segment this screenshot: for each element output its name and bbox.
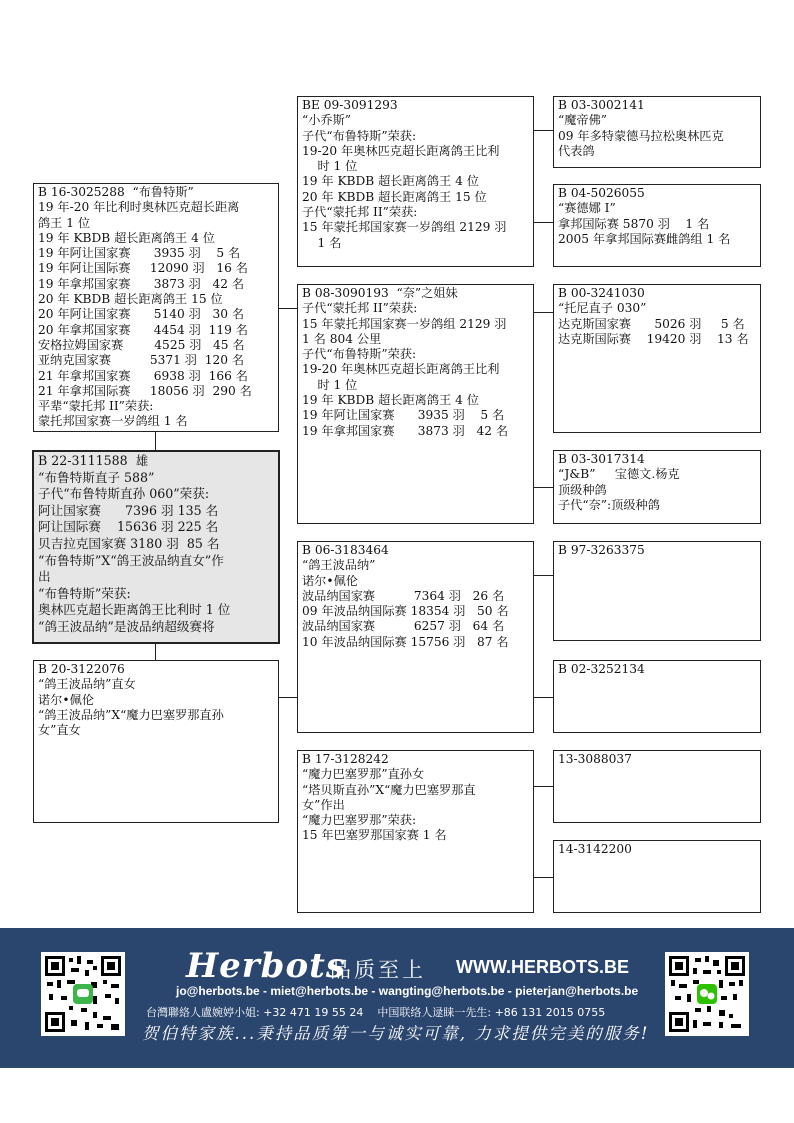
pedigree-line: 鸽王 1 位	[38, 215, 91, 230]
ssd-box	[553, 184, 761, 267]
ddd-box	[553, 840, 761, 913]
pedigree-line: 亚纳克国家赛 5371 羽 120 名	[38, 353, 245, 368]
pedigree-line: 时 1 位	[302, 377, 358, 392]
wechat-qr-code[interactable]	[665, 952, 749, 1036]
dam-sire-box	[297, 541, 534, 733]
pedigree-line: 13-3088037	[558, 752, 632, 766]
dss-lines	[558, 543, 756, 558]
pedigree-line: 20 年拿邦国家赛 4454 羽 119 名	[38, 322, 248, 337]
pedigree-line: B 08-3090193 “奈”之姐妹	[302, 286, 458, 300]
pedigree-line: “布鲁特斯直子 588”	[38, 469, 155, 485]
pedigree-line: 子代“布鲁特斯”荣获:	[302, 347, 417, 362]
dam-box	[33, 660, 279, 823]
pedigree-line: 1 名	[302, 235, 342, 250]
pedigree-line: B 06-3183464	[302, 543, 389, 557]
pedigree-line: 2005 年拿邦国际赛雌鸽组 1 名	[558, 231, 731, 246]
pedigree-line: “托尼直子 030”	[558, 301, 647, 316]
pedigree-line: “布鲁特斯”X“鸽王波品纳直女”作	[38, 552, 224, 568]
pedigree-line: 14-3142200	[558, 842, 632, 856]
pedigree-line: 达克斯国家赛 5026 羽 5 名	[558, 316, 745, 331]
pedigree-line: 女”作出	[302, 797, 345, 812]
pedigree-line: 20 年 KBDB 超长距离鸽王 15 位	[38, 292, 223, 307]
connector	[534, 697, 553, 698]
dam-sire-lines	[302, 543, 529, 650]
dss-box	[553, 541, 761, 641]
pedigree-line: 20 年阿让国家赛 5140 羽 30 名	[38, 307, 245, 322]
brand-slogan: 品质至上	[330, 958, 426, 982]
pedigree-line: 子代“蒙托邦 II”荣获:	[302, 301, 418, 316]
pedigree-line: 女”直女	[38, 723, 81, 738]
sire-box	[33, 183, 279, 432]
connector	[534, 786, 553, 787]
pedigree-line: “鸽王波品纳”直女	[38, 677, 136, 692]
pedigree-line: B 16-3025288 “布鲁特斯”	[38, 185, 194, 199]
sire-dam-lines	[302, 286, 529, 439]
pedigree-line: 21 年拿邦国家赛 6938 羽 166 名	[38, 368, 248, 383]
pedigree-line: 20 年 KBDB 超长距离鸽王 15 位	[302, 189, 487, 204]
pedigree-line: “小乔斯”	[302, 113, 352, 128]
pedigree-line: “塔贝斯直孙”X“魔力巴塞罗那直	[302, 782, 476, 797]
dam-dam-lines	[302, 752, 529, 844]
ddd-lines	[558, 842, 756, 857]
pedigree-line: 平辈“蒙托邦 II”荣获:	[38, 399, 154, 414]
pedigree-line: 拿邦国际赛 5870 羽 1 名	[558, 216, 710, 231]
sss-lines	[558, 98, 756, 159]
contact-taiwan: 台灣聯絡人盧婉婷小姐: +32 471 19 55 24	[146, 1006, 364, 1019]
pedigree-line: 子代“蒙托邦 II”荣获:	[302, 205, 418, 220]
connector	[155, 644, 156, 660]
pedigree-line: B 04-5026055	[558, 186, 645, 200]
sire-sire-box	[297, 96, 534, 267]
connector	[279, 697, 297, 698]
pedigree-line: 子代“奈”:顶级种鸽	[558, 497, 660, 512]
pedigree-line: 贝吉拉克国家赛 3180 羽 85 名	[38, 535, 220, 551]
dam-dam-box	[297, 750, 534, 913]
dsd-lines	[558, 662, 756, 677]
pedigree-line: 子代“布鲁特斯直孙 060”荣获:	[38, 486, 210, 502]
pedigree-line: “魔力巴塞罗那”荣获:	[302, 813, 417, 828]
pedigree-line: “布鲁特斯”荣获:	[38, 585, 131, 601]
pedigree-line: 阿让国际赛 15636 羽 225 名	[38, 519, 219, 535]
connector	[534, 575, 553, 576]
subject-box	[32, 450, 280, 644]
connector	[534, 312, 553, 313]
sire-lines	[38, 185, 274, 430]
pedigree-line: 代表鸽	[558, 143, 595, 158]
sds-lines	[558, 286, 756, 347]
pedigree-line: BE 09-3091293	[302, 98, 398, 112]
pedigree-line: B 17-3128242	[302, 752, 389, 766]
pedigree-line: B 22-3111588 雄	[38, 453, 149, 468]
pedigree-line: 15 年蒙托邦国家赛一岁鸽组 2129 羽	[302, 220, 507, 235]
sire-dam-box	[297, 284, 534, 524]
pedigree-line: 09 年波品纳国际赛 18354 羽 50 名	[302, 604, 509, 619]
pedigree-line: 诺尔•佩伦	[38, 692, 94, 707]
pedigree-line: B 02-3252134	[558, 662, 645, 676]
pedigree-line: “鸽王波品纳”X“魔力巴塞罗那直孙	[38, 707, 224, 722]
pedigree-line: B 03-3002141	[558, 98, 645, 112]
dsd-box	[553, 660, 761, 733]
company-motto: 贺伯特家族...秉持品质第一与诚实可靠, 力求提供完美的服务!	[142, 1024, 650, 1043]
pedigree-line: 15 年蒙托邦国家赛一岁鸽组 2129 羽	[302, 316, 507, 331]
sire-sire-lines	[302, 98, 529, 251]
pedigree-line: 顶级种鸽	[558, 482, 607, 497]
pedigree-line: 奥林匹克超长距离鸽王比利时 1 位	[38, 602, 231, 618]
pedigree-line: 19 年 KBDB 超长距离鸽王 4 位	[38, 230, 215, 245]
pedigree-line: 19 年-20 年比利时奥林匹克超长距离	[38, 200, 240, 215]
contact-china: 中国联络人逯睐一先生: +86 131 2015 0755	[377, 1006, 606, 1019]
pedigree-line: 19 年拿邦国家赛 3873 羽 42 名	[38, 276, 245, 291]
pedigree-line: 时 1 位	[302, 159, 358, 174]
subject-lines	[38, 453, 274, 636]
connector	[534, 877, 553, 878]
pedigree-line: “鸽王波品纳”	[302, 558, 376, 573]
brand-logo: Herbots	[186, 946, 346, 986]
pedigree-line: 19 年 KBDB 超长距离鸽王 4 位	[302, 174, 479, 189]
pedigree-line: 19 年阿让国家赛 3935 羽 5 名	[302, 408, 505, 423]
pedigree-line: 19-20 年奥林匹克超长距离鸽王比利	[302, 143, 500, 158]
pedigree-line: 15 年巴塞罗那国家赛 1 名	[302, 828, 447, 843]
pedigree-line: “魔力巴塞罗那”直孙女	[302, 767, 425, 782]
sdd-lines	[558, 452, 756, 513]
footer-banner	[0, 928, 794, 1068]
connector	[534, 130, 553, 131]
dds-box	[553, 750, 761, 823]
pedigree-line: “J&B” 宝德文.杨克	[558, 467, 680, 482]
pedigree-line: 安格拉姆国家赛 4525 羽 45 名	[38, 337, 245, 352]
contact-line	[146, 1004, 605, 1020]
pedigree-line: “鸽王波品纳”是波品纳超级赛将	[38, 618, 215, 634]
pedigree-line: 阿让国家赛 7396 羽 135 名	[38, 502, 219, 518]
dam-lines	[38, 662, 274, 738]
pedigree-line: 蒙托邦国家赛一岁鸽组 1 名	[38, 414, 188, 429]
pedigree-line: 19 年阿让国家赛 3935 羽 5 名	[38, 246, 241, 261]
website-link[interactable]: WWW.HERBOTS.BE	[456, 957, 629, 977]
pedigree-line: 1 名 804 公里	[302, 331, 382, 346]
pedigree-line: B 03-3017314	[558, 452, 645, 466]
pedigree-line: 09 年多特蒙德马拉松奥林匹克	[558, 128, 724, 143]
pedigree-line: 诺尔•佩伦	[302, 573, 358, 588]
sdd-box	[553, 450, 761, 524]
pedigree-line: 子代“布鲁特斯”荣获:	[302, 128, 417, 143]
pedigree-line: 波品纳国家赛 7364 羽 26 名	[302, 588, 505, 603]
pedigree-line: 出	[38, 569, 51, 585]
pedigree-line: 10 年波品纳国际赛 15756 羽 87 名	[302, 634, 509, 649]
connector	[155, 432, 156, 450]
ssd-lines	[558, 186, 756, 247]
dds-lines	[558, 752, 756, 767]
pedigree-line: “魔帝佛”	[558, 113, 608, 128]
sds-box	[553, 284, 761, 433]
pedigree-line: 达克斯国际赛 19420 羽 13 名	[558, 331, 749, 346]
connector	[279, 308, 297, 309]
pedigree-line: B 00-3241030	[558, 286, 645, 300]
pedigree-line: 19 年阿让国际赛 12090 羽 16 名	[38, 261, 248, 276]
connector	[534, 222, 553, 223]
email-list[interactable]: jo@herbots.be - miet@herbots.be - wangting@herbots.be - pieterjan@herbots.be	[176, 984, 639, 998]
pedigree-line: 波品纳国家赛 6257 羽 64 名	[302, 619, 505, 634]
connector	[534, 487, 553, 488]
pedigree-line: 19 年拿邦国家赛 3873 羽 42 名	[302, 423, 509, 438]
pedigree-line: B 97-3263375	[558, 543, 645, 557]
sss-box	[553, 96, 761, 168]
line-qr-code[interactable]	[41, 952, 125, 1036]
pedigree-line: B 20-3122076	[38, 662, 125, 676]
pedigree-line: “赛德娜 I”	[558, 201, 616, 216]
pedigree-line: 21 年拿邦国际赛 18056 羽 290 名	[38, 383, 252, 398]
pedigree-line: 19-20 年奥林匹克超长距离鸽王比利	[302, 362, 500, 377]
pedigree-line: 19 年 KBDB 超长距离鸽王 4 位	[302, 393, 479, 408]
